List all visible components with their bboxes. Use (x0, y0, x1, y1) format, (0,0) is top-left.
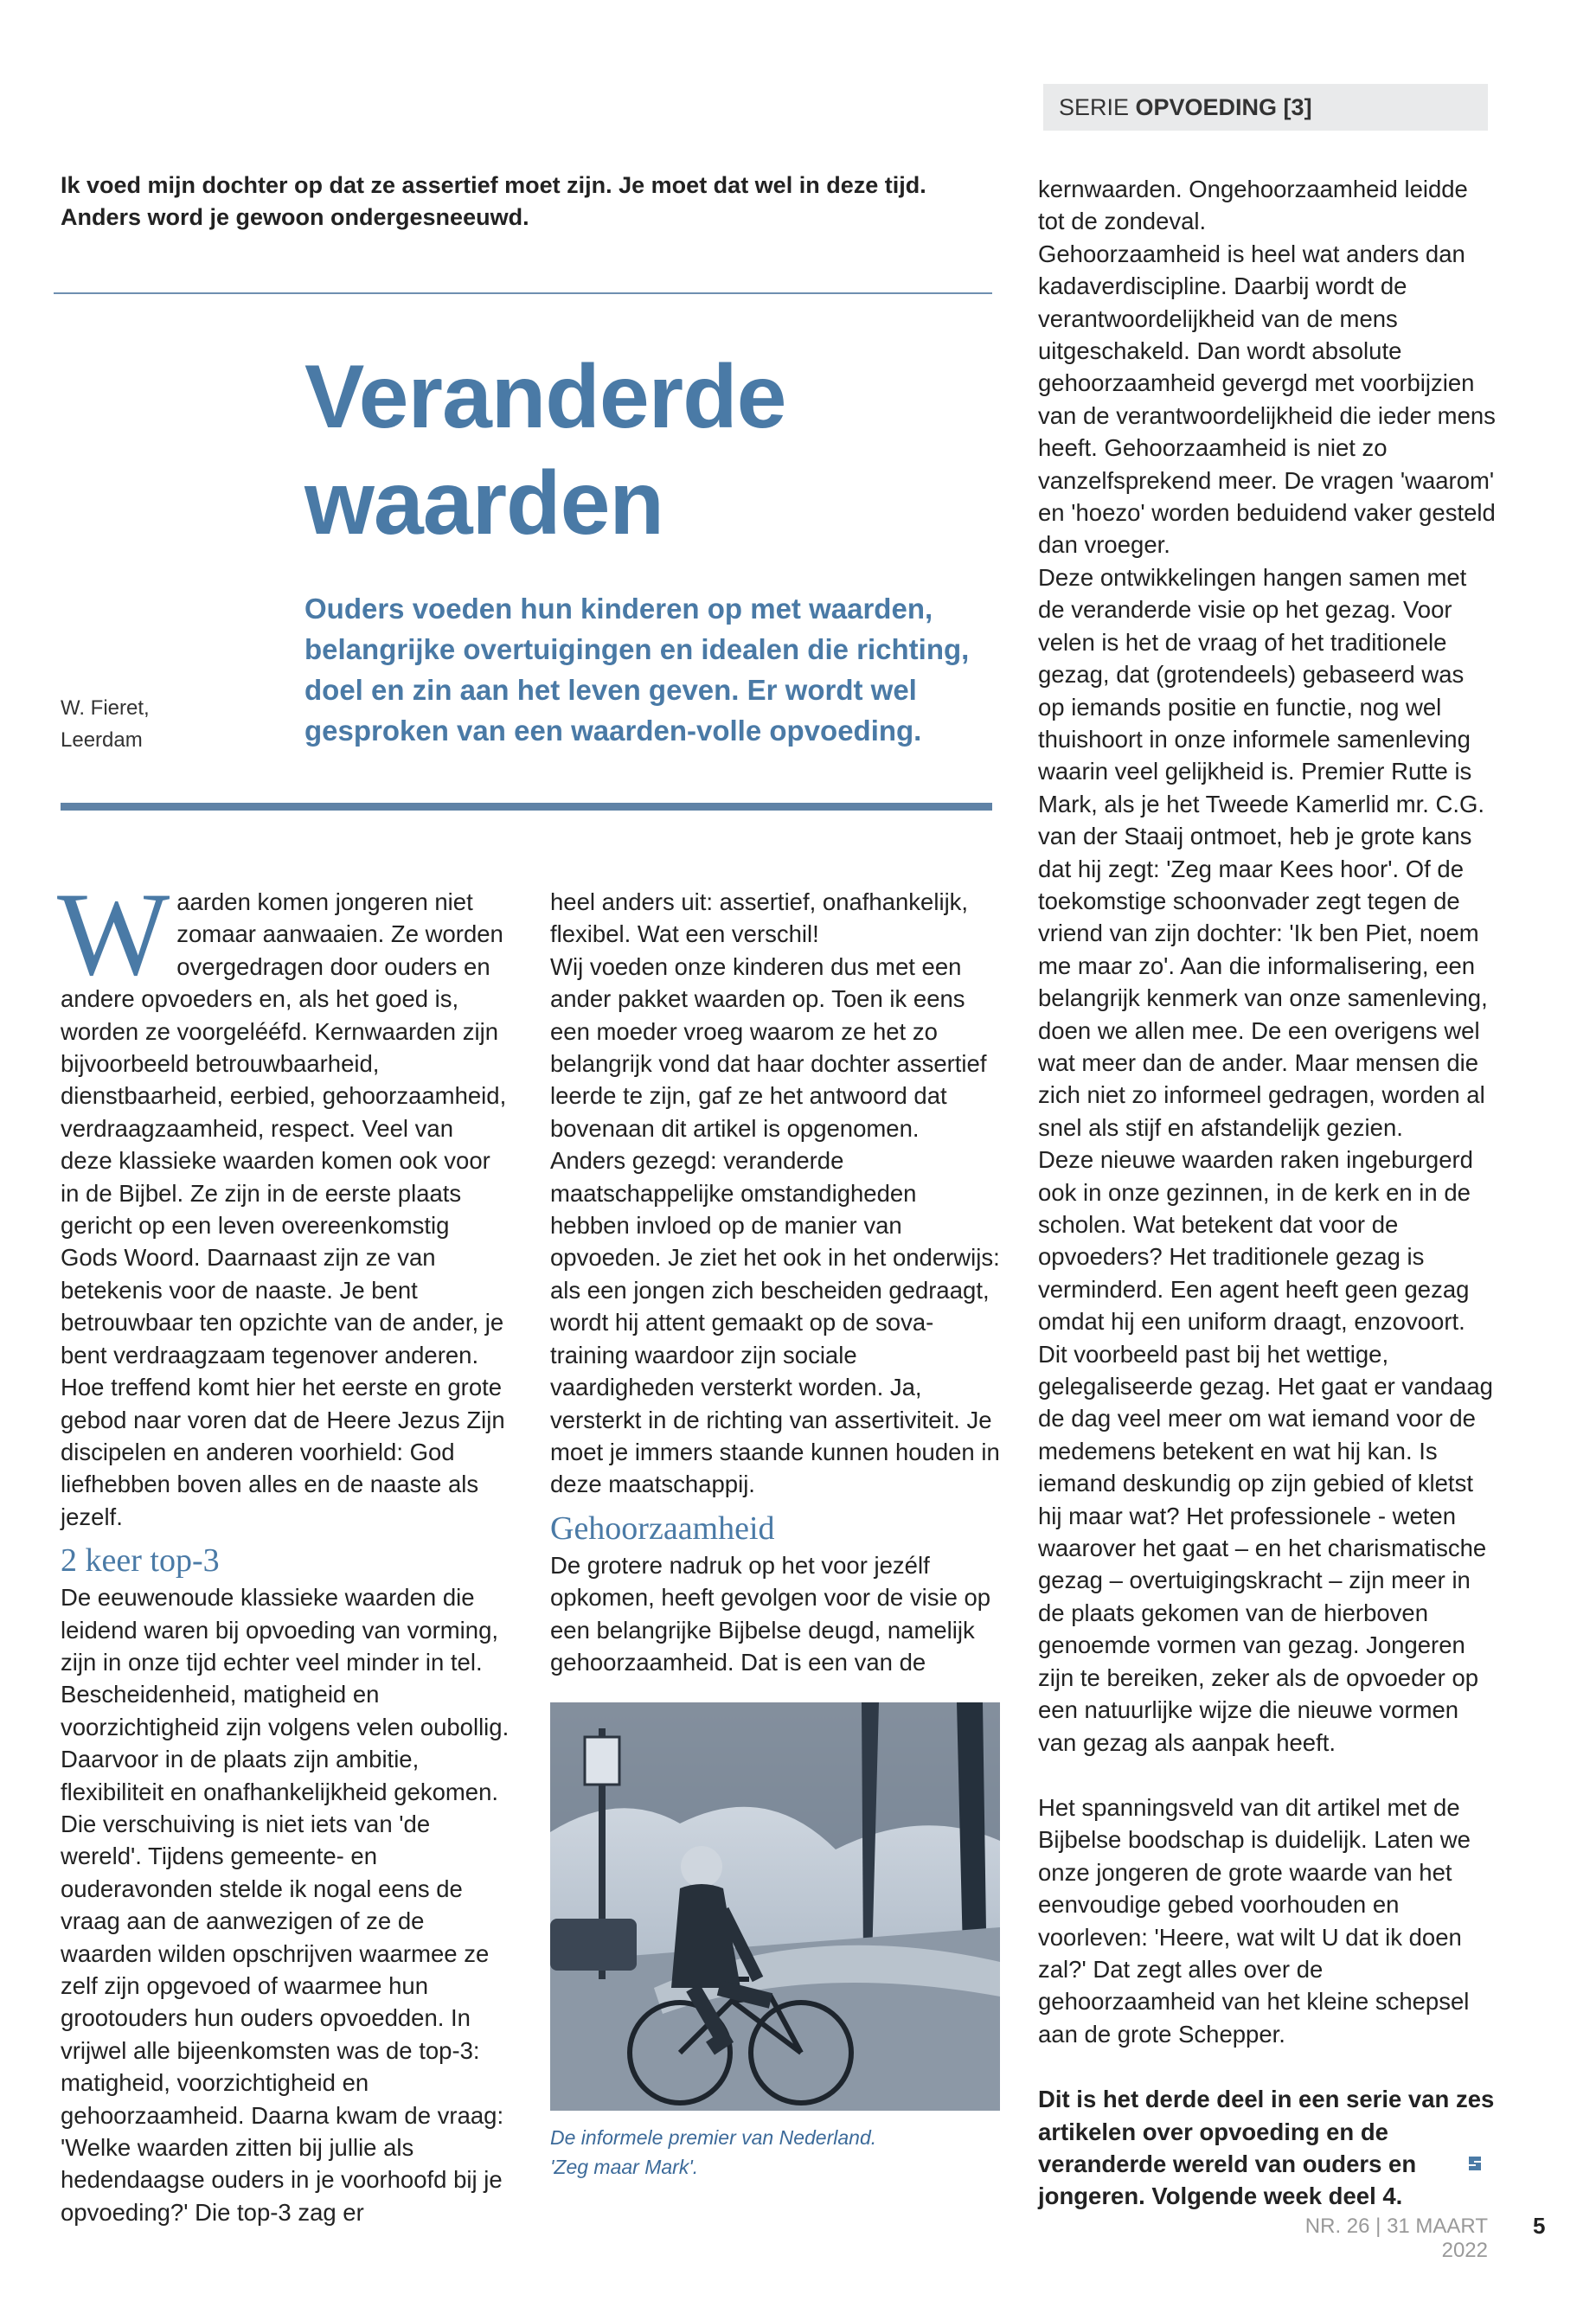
paragraph: De grotere nadruk op het voor jezélf opkomen, heeft gevolgen voor de visie op een belangrijke Bijbelse deugd, namelijk gehoorzaamheid. Dat is een van de (550, 1551, 991, 1676)
subheading: 2 keer top-3 (61, 1542, 220, 1580)
paragraph: Het spanningsveld van dit artikel met de Bijbelse boodschap is duidelijk. Laten we onze jongeren de grote waarde van het eenvoudige gebed voorhouden en voorleven: 'Heere, wat wilt U dat ik doen zal?' Dat zegt alles over de gehoorzaamheid van het kleine schepsel aan de grote Schepper. (1038, 1793, 1471, 2048)
header-rule (61, 803, 992, 811)
pull-quote: Ik voed mijn dochter op dat ze assertief moet zijn. Je moet dat wel in deze tijd. Anders word je gewoon ondergesneeuwd. (61, 172, 926, 230)
photo-illustration (550, 1702, 1000, 2111)
subheading: Gehoorzaamheid (550, 1509, 775, 1547)
article-title (304, 344, 962, 557)
page-number: 5 (1533, 2213, 1546, 2239)
series-name: OPVOEDING [3] (1135, 94, 1312, 120)
drop-cap: W (57, 868, 170, 1000)
paragraph: Deze nieuwe waarden raken ingeburgerd ook in onze gezinnen, in de kerk en in de scholen. Wat betekent dat voor de opvoeders? Het traditionele gezag is verminderd. Een agent heeft geen gezag omdat hij een uniform draagt, enzovoort. Dit voorbeeld past bij het wettige, gelegaliseerde gezag. Het gaat er vandaag de dag veel meer om wat iemand voor de medemens betekent en wat hij kan. Is iemand deskundig op zijn gebied of kletst hij maar wat? Het professionele - weten waarover het gaat – en het charismatische gezag – overtuigingskracht – zijn meer in de plaats gekomen van de hierboven genoemde vormen van gezag. Jongeren zijn te bereiken, zeker als de opvoeder op een natuurlijke wijze die nieuwe vormen van gezag als aanpak heeft. (1038, 1146, 1493, 1756)
paragraph: Gehoorzaamheid is heel wat anders dan kadaverdiscipline. Daarbij wordt de verantwoordelijkheid van de mens uitgeschakeld. Dan wordt absolute gehoorzaamheid gevergd met voorbijzien van de verantwoordelijkheid die ieder mens heeft. Gehoorzaamheid is niet zo vanzelfsprekend meer. De vragen 'waarom' en 'hoezo' worden beduidend vaker gesteld dan vroeger. (1038, 240, 1496, 559)
caption-line-2: 'Zeg maar Mark'. (550, 2156, 699, 2178)
paragraph: De eeuwenoude klassieke waarden die leidend waren bij opvoeding van vorming, zijn in onze tijd echter veel minder in tel. Bescheidenheid, matigheid en voorzichtigheid zijn volgens velen oubollig. Daarvoor in de plaats zijn ambitie, flexibiliteit en onafhankelijkheid gekomen. (61, 1584, 510, 1805)
title-line-1: Veranderde (304, 347, 786, 447)
paragraph: Wij voeden onze kinderen dus met een ander pakket waarden op. Toen ik eens een moeder vroeg waarom ze het zo belangrijk vond dat haar dochter assertief leerde te zijn, gaf ze het antwoord dat bovenaan dit artikel is opgenomen. (550, 952, 987, 1142)
article-intro: Ouders voeden hun kinderen op met waarden, belangrijke overtuigingen en idealen die richting, doel en zin aan het leven geven. Er wordt wel gesproken van een waarden-volle opvoeding. (304, 593, 970, 747)
paragraph: kernwaarden. Ongehoorzaamheid leidde tot de zondeval. (1038, 176, 1468, 235)
column-3 (1038, 173, 1497, 2213)
column-1 (57, 868, 510, 2228)
series-prefix: SERIE (1059, 94, 1136, 120)
author-name: W. Fieret, (61, 696, 150, 720)
paragraph: Deze ontwikkelingen hangen samen met de veranderde visie op het gezag. Voor velen is het de vraag of het traditionele gezag, dat (grotendeels) gebaseerd was op iemands positie en functie, nog wel thuishoort in onze informele samenleving waarin veel gelijkheid is. Premier Rutte is Mark, als je het Tweede Kamerlid mr. C.G. van der Staaij ontmoet, heb je grote kans dat hij zegt: 'Zeg maar Kees hoor'. Of de toekomstige schoonvader zegt tegen de vriend van zijn dochter: 'Ik ben Piet, noem me maar zo'. Aan die informalisering, een belangrijk kenmerk van onze samenleving, doen we allen mee. De een overigens wel wat meer dan de ander. Maar mensen die zich niet zo informeel gedragen, worden al snel als stijf en afstandelijk gezien. (1038, 563, 1488, 1141)
photo-caption (550, 2123, 1000, 2182)
paragraph: Anders gezegd: veranderde maatschappelijke omstandigheden hebben invloed op de manier van opvoeden. Je ziet het ook in het onderwijs: als een jongen zich bescheiden gedraagt, wordt hij attent gemaakt op de sova-training waardoor zijn sociale vaardigheden versterkt worden. Ja, versterkt in de richting van assertiviteit. Je moet je immers staande kunnen houden in deze maatschappij. (550, 1147, 1000, 1498)
title-line-2: waarden (304, 453, 663, 554)
issue-info: NR. 26 | 31 MAART 2022 (1304, 2214, 1488, 2262)
paragraph: Die verschuiving is niet iets van 'de wereld'. Tijdens gemeente- en ouderavonden stelde ik nogal eens de vraag aan de aanwezigen of ze de waarden wilden opschrijven waarmee ze zelf zijn opgevoed of waarmee hun grootouders hun ouders opvoedden. In vrijwel alle bijeenkomsten was de top-3: matigheid, voorzichtigheid en gehoorzaamheid. Daarna kwam de vraag: 'Welke waarden zitten bij jullie als hedendaagse ouders in je voorhoofd bij je opvoeding?' Die top-3 zag er (61, 1810, 504, 2226)
paragraph: heel anders uit: assertief, onafhankelijk, flexibel. Wat een verschil! (550, 888, 969, 948)
top-divider (54, 292, 992, 294)
byline (61, 692, 251, 756)
closing-note: Dit is het derde deel in een serie van zes artikelen over opvoeding en de veranderde wereld van ouders en jongeren. Volgende week deel 4. (1038, 2086, 1495, 2210)
caption-line-1: De informele premier van Nederland. (550, 2126, 877, 2149)
column-2 (550, 886, 1000, 1678)
author-place: Leerdam (61, 728, 143, 752)
series-label (1043, 84, 1488, 131)
photo-cyclist (550, 1702, 1000, 2111)
paragraph: Waarden komen jongeren niet zomaar aanwaaien. Ze worden overgedragen door ouders en andere opvoeders en, als het goed is, worden ze voorgelééfd. Kernwaarden zijn bijvoorbeeld betrouwbaarheid, dienstbaarheid, eerbied, gehoorzaamheid, verdraagzaamheid, respect. Veel van deze klassieke waarden komen ook voor in de Bijbel. Ze zijn in de eerste plaats gericht op een leven overeenkomstig Gods Woord. Daarnaast zijn ze van betekenis voor de naaste. Je bent betrouwbaar ten opzichte van de ander, je bent verdraagzaam tegenover anderen. Hoe treffend komt hier het eerste en grote gebod naar voren dat de Heere Jezus Zijn discipelen en anderen voorhield: God liefhebben boven alles en de naaste als jezelf. (57, 868, 507, 1530)
end-mark-icon (1465, 2154, 1484, 2173)
